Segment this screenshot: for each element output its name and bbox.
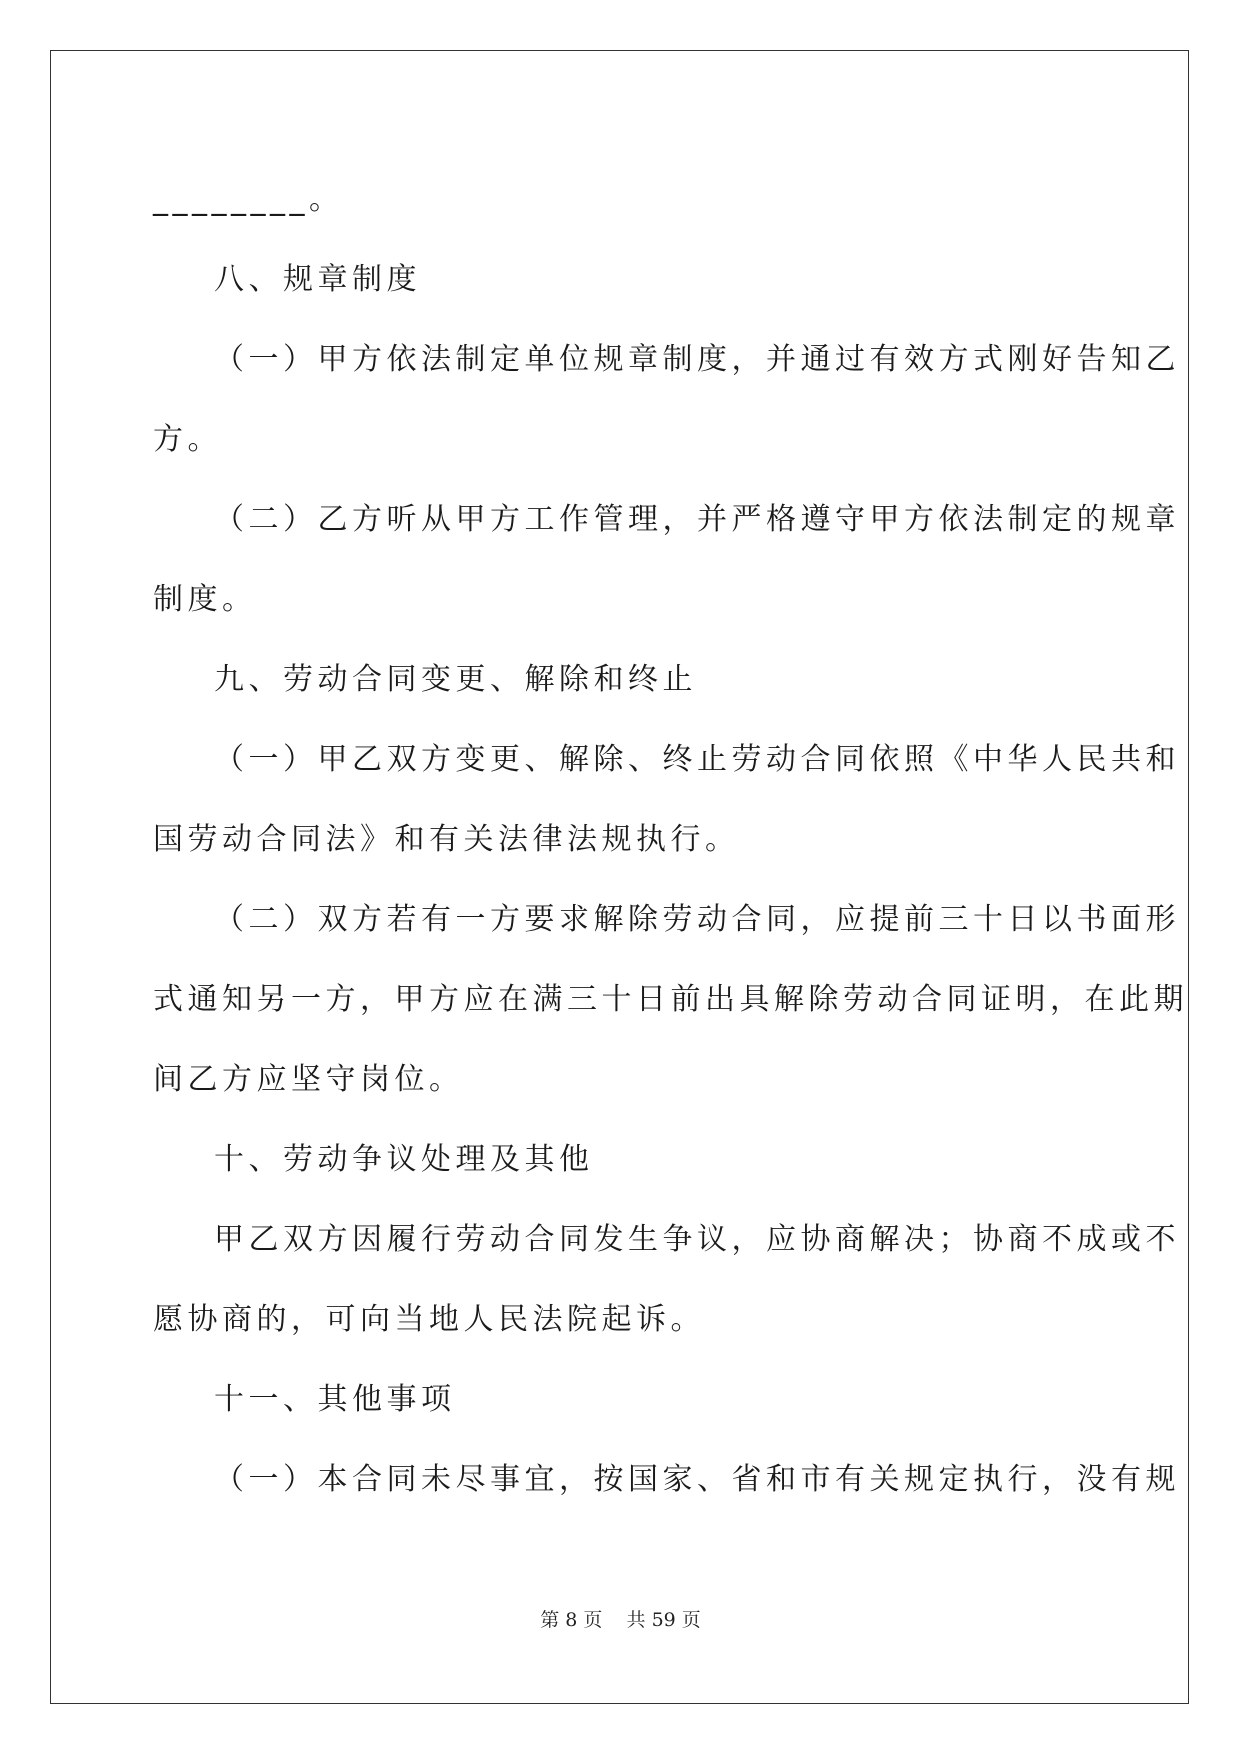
body-text-line: （二）乙方听从甲方工作管理，并严格遵守甲方依法制定的规章 [214,502,1180,537]
body-text-line: （二）双方若有一方要求解除劳动合同，应提前三十日以书面形 [214,902,1180,937]
body-text-line: 愿协商的，可向当地人民法院起诉。 [153,1302,705,1337]
body-text-line: 间乙方应坚守岗位。 [153,1062,464,1097]
page-number-footer: 第 8 页 共 59 页 [540,1609,701,1631]
section-heading: 九、劳动合同变更、解除和终止 [214,662,697,697]
body-text-line: （一）甲方依法制定单位规章制度，并通过有效方式刚好告知乙 [214,342,1180,377]
body-text-line: 制度。 [153,582,257,617]
body-text-line: （一）本合同未尽事宜，按国家、省和市有关规定执行，没有规 [214,1462,1180,1497]
body-text-line: 式通知另一方，甲方应在满三十日前出具解除劳动合同证明，在此期 [153,982,1188,1017]
body-text-line: ________。 [153,182,344,217]
body-text-line: 国劳动合同法》和有关法律法规执行。 [153,822,740,857]
body-text-line: 甲乙双方因履行劳动合同发生争议，应协商解决；协商不成或不 [214,1222,1180,1257]
section-heading: 八、规章制度 [214,262,421,297]
body-text-line: 方。 [153,422,222,457]
section-heading: 十一、其他事项 [214,1382,456,1417]
body-text-line: （一）甲乙双方变更、解除、终止劳动合同依照《中华人民共和 [214,742,1180,777]
section-heading: 十、劳动争议处理及其他 [214,1142,594,1177]
